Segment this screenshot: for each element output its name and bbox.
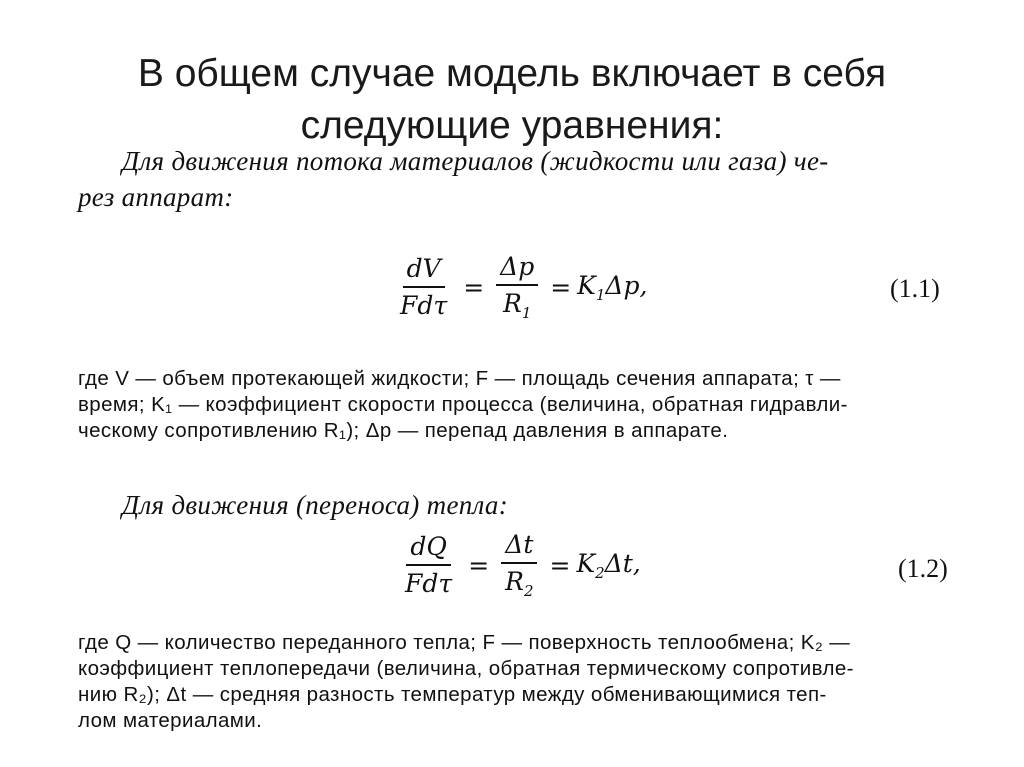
equation-1-2-rhs-tail: Δt,: [604, 548, 641, 578]
section2-description-line-1: где Q — количество переданного тепла; F — поверхность теплообмена; K₂ —: [78, 631, 851, 654]
section1-heading-line-2: рез аппарат:: [78, 182, 234, 212]
section1-description-line-1: где V — объем протекающей жидкости; F — площадь сечения аппарата; τ —: [78, 367, 841, 390]
section2-description-line-3: нию R₂); Δt — средняя разность температур между обменивающимися теп-: [78, 683, 827, 706]
equation-1-1-mid-fraction: [496, 252, 538, 322]
equation-1-1-rhs-tail: Δp,: [605, 270, 648, 300]
equation-1-1-number: (1.1): [890, 274, 940, 303]
section1-description-line-2: время; K₁ — коэффициент скорости процесса (величина, обратная гидравли-: [78, 393, 848, 416]
equation-1-2-mid-denominator-base: R: [505, 567, 524, 596]
section2-heading: Для движения (переноса) тепла:: [122, 490, 509, 520]
equation-1-1-lhs-fraction: [396, 254, 451, 320]
equation-1-1-mid-numerator: Δp: [496, 252, 538, 286]
section2-description-line-2: коэффициент теплопередачи (величина, обратная термическому сопротивле-: [78, 657, 854, 680]
slide-title: [110, 48, 914, 152]
equation-1-2-rhs-base: K: [576, 548, 596, 578]
section1-description-line-3: ческому сопротивлению R₁); Δp — перепад давления в аппарате.: [78, 419, 729, 442]
equals-sign: =: [468, 550, 490, 580]
slide-title-line-1: В общем случае модель включает в себя: [137, 52, 887, 95]
equation-1-2-mid-denominator: [501, 564, 537, 600]
equation-1-2-rhs: [576, 549, 640, 582]
equation-1-2-rhs-sub: 2: [595, 563, 605, 582]
equation-1-2-number: (1.2): [898, 554, 948, 583]
equation-1-2-lhs-numerator: dQ: [406, 532, 451, 566]
equation-1-2-lhs-denominator: Fdτ: [405, 569, 453, 598]
equals-sign: =: [549, 550, 571, 580]
equation-1-1-lhs-numerator: dV: [403, 254, 445, 288]
section1-heading-line-1: Для движения потока материалов (жидкости или газа) че-: [122, 146, 829, 176]
section1-description: [78, 366, 962, 444]
equation-1-2-lhs-fraction: [401, 532, 456, 598]
equation-1-1-mid-denominator-sub: 1: [521, 304, 532, 322]
equation-1-1: [390, 252, 647, 322]
equals-sign: =: [463, 272, 485, 302]
equation-1-1-lhs-denominator: Fdτ: [400, 291, 448, 320]
equation-1-2-mid-fraction: [501, 530, 537, 600]
equation-1-1-rhs: [577, 271, 647, 304]
section2-description-line-4: лом материалами.: [78, 709, 263, 732]
section2-description: [78, 630, 962, 734]
equation-1-2: [395, 530, 641, 600]
equation-1-2-mid-numerator: Δt: [501, 530, 537, 564]
equation-1-1-mid-denominator-base: R: [502, 289, 522, 318]
equation-1-1-rhs-sub: 1: [595, 285, 606, 304]
equation-1-2-mid-denominator-sub: 2: [523, 582, 534, 600]
slide-title-line-2: следующие уравнения:: [300, 104, 724, 147]
equals-sign: =: [550, 272, 572, 302]
equation-1-1-mid-denominator: [499, 286, 535, 322]
equation-1-1-rhs-base: K: [577, 270, 596, 300]
